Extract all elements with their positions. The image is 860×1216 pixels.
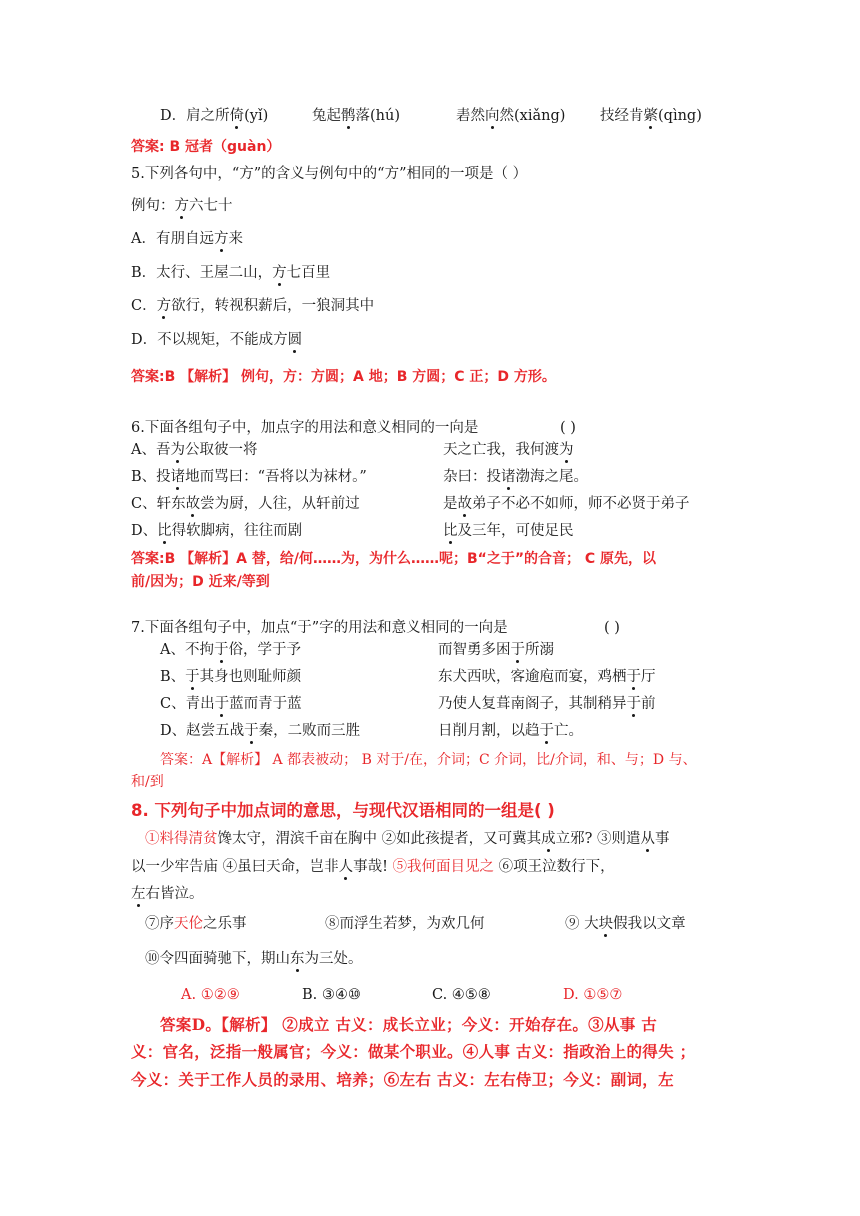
text: 天之亡我，我何渡 <box>443 442 559 458</box>
q4-option-d <box>160 106 268 126</box>
text: 是 <box>443 496 458 512</box>
highlight-text: 天伦 <box>174 916 203 932</box>
pinyin: (yǐ) <box>244 108 269 124</box>
q8-line5 <box>145 949 363 969</box>
text: 其身也则耻师颜 <box>199 669 302 685</box>
q5-option-d <box>131 330 302 350</box>
text: D、 <box>131 523 158 539</box>
dotted-char: 圆 <box>287 332 303 348</box>
text: C、轩东 <box>131 496 186 512</box>
q8-line3 <box>131 884 204 904</box>
text: B．太行、王屋二山， <box>131 265 273 281</box>
text: C． <box>131 298 157 314</box>
text: 立邪? ③则遣 <box>555 831 641 847</box>
text: 例句： <box>131 198 175 214</box>
q8-answer-line2: 义：官名，泛指一般属官；今义：做某个职业。④人事 古义：指政治上的得失 ； <box>131 1042 696 1061</box>
q4-option-d-d <box>600 106 702 126</box>
q5-example <box>131 196 233 216</box>
text: 公取彼一将 <box>184 442 258 458</box>
q7-answer-line1: 答案：A【解析】 A 都表被动； B 对于/在，介词；C 介词，比/介词，和、与；D 与、 <box>160 752 697 768</box>
text: 事 <box>655 831 670 847</box>
dotted-char: 左 <box>131 886 146 902</box>
text: 以一少牢告庙 ④虽曰天命，岂非 <box>131 859 339 875</box>
q7-row-a-right <box>438 640 554 660</box>
q5-option-b <box>131 263 330 283</box>
text: D、赵尝五战 <box>160 723 245 739</box>
text: 秦，二败而三胜 <box>258 723 361 739</box>
text: 而智勇多困 <box>438 642 511 658</box>
dotted-char: 方 <box>272 265 287 281</box>
text: 乃使人复葺南阁子，其制稍异 <box>438 696 627 712</box>
dotted-char: 于 <box>539 723 554 739</box>
text: ⑥项王泣数行下， <box>494 859 615 875</box>
text: 日削月割，以趋 <box>438 723 540 739</box>
text: 欲行，转视积薪后，一狼洞其中 <box>171 298 375 314</box>
dotted-char: 于 <box>244 723 259 739</box>
dotted-char: 故 <box>185 496 201 512</box>
text: 蓝而青于蓝 <box>229 696 302 712</box>
text: 弟子不必不如师，师不必贤于弟子 <box>472 496 690 512</box>
q5-answer: 答案:B 【解析】 例句，方：方圆；A 地；B 方圆；C 正；D 方形。 <box>131 369 556 385</box>
text: 所溺 <box>525 642 554 658</box>
dotted-char: 为 <box>559 442 574 458</box>
q8-option-b: B. ③④⑩ <box>302 987 361 1003</box>
q8-answer-line1: 答案D。【解析】 ②成立 古义：成长立业；今义：开始存在。③从事 古 <box>160 1015 658 1034</box>
q8-option-d: D. ①⑤⑦ <box>563 987 623 1003</box>
q4-option-d-c <box>456 106 565 126</box>
q7-row-b-left <box>160 667 301 687</box>
text: 得软脚病，往往而剧 <box>171 523 303 539</box>
q8-line4-right <box>565 914 686 934</box>
text: ①料得清贫 <box>145 831 218 847</box>
q8-option-a: A. ①②⑨ <box>181 987 240 1003</box>
pinyin: (xiǎng) <box>514 108 566 124</box>
dotted-char: 故 <box>457 496 472 512</box>
text: 及三年，可使足民 <box>457 523 574 539</box>
text: 然 <box>499 108 514 124</box>
q8-title: 8. 下列句子中加点词的意思，与现代汉语相同的一组是( ) <box>131 801 555 820</box>
q6-stem: 6.下面各组句子中，加点字的用法和意义相同的一向是 <box>131 420 479 436</box>
dotted-char: 向 <box>485 108 500 124</box>
text: 地而骂曰：“吾将以为袜材。” <box>185 469 367 485</box>
text: 砉然 <box>456 108 485 124</box>
q6-row-b-left <box>131 467 367 487</box>
q7-stem: 7.下面各组句子中，加点“于”字的用法和意义相同的一向是 <box>131 620 508 636</box>
text: 假我以文章 <box>613 916 686 932</box>
dotted-char: 于 <box>213 642 229 658</box>
dotted-char: 倚 <box>229 108 245 124</box>
text: 七百里 <box>286 265 331 281</box>
q7-row-b-right <box>438 667 656 687</box>
text: 为三处。 <box>304 951 363 967</box>
q5-option-c <box>131 296 374 316</box>
q6-answer-line1: 答案:B 【解析】A 替，给/何……为，为什么……呢；B“之于”的合音； C 原先，以 <box>131 551 657 567</box>
text: D．不以规矩，不能成方 <box>131 332 288 348</box>
text: 厅 <box>641 669 656 685</box>
q8-line2 <box>131 857 615 877</box>
pinyin: (hú) <box>370 108 400 124</box>
dotted-char: 鹘 <box>341 108 356 124</box>
dotted-char: 从 <box>640 831 655 847</box>
dotted-char: 比 <box>443 523 458 539</box>
pinyin: (qìng) <box>658 108 702 124</box>
q7-row-d-right <box>438 721 583 741</box>
text: 兔起 <box>312 108 341 124</box>
text: C、青出 <box>160 696 215 712</box>
text: ⑨ 大 <box>565 916 599 932</box>
text: B、投 <box>131 469 171 485</box>
text: 尝为厨，人往，从轩前过 <box>200 496 360 512</box>
q6-row-c-right <box>443 494 690 514</box>
q8-option-c: C. ④⑤⑧ <box>432 987 491 1003</box>
text: 事哉! <box>353 859 393 875</box>
q6-answer-line2: 前/因为；D 近来/等到 <box>131 574 270 590</box>
text: 杂曰：投 <box>443 469 501 485</box>
text: 东犬西吠，客逾庖而宴，鸡栖 <box>438 669 627 685</box>
dotted-char: 东 <box>290 951 305 967</box>
dotted-char: 于 <box>510 642 525 658</box>
q6-row-b-right <box>443 467 588 487</box>
text: A、吾 <box>131 442 171 458</box>
q6-row-c-left <box>131 494 360 514</box>
highlight-text: ⑤我何面目见之 <box>392 859 495 875</box>
q7-row-d-left <box>160 721 360 741</box>
text: 来 <box>228 231 243 247</box>
dotted-char: 成 <box>541 831 556 847</box>
text: 技经肯 <box>600 108 644 124</box>
dotted-char: 于 <box>626 669 641 685</box>
text: ⑩令四面骑驰下，期山 <box>145 951 290 967</box>
text: 之乐事 <box>203 916 247 932</box>
text: 俗，学于予 <box>228 642 301 658</box>
text: 渤海之尾。 <box>515 469 588 485</box>
text: A．有朋自远 <box>131 231 214 247</box>
q7-row-a-left <box>160 640 301 660</box>
q6-row-d-right <box>443 521 574 541</box>
text: 亡。 <box>554 723 583 739</box>
text: ⑦序 <box>145 916 174 932</box>
q8-line1 <box>145 829 670 849</box>
q7-row-c-right <box>438 694 656 714</box>
q8-line4-mid: ⑧而浮生若梦，为欢几何 <box>325 916 485 932</box>
q6-row-a-right <box>443 440 574 460</box>
q4-option-d-b <box>312 106 400 126</box>
dotted-char: 诸 <box>170 469 186 485</box>
q5-option-a <box>131 229 243 249</box>
option-label: D． <box>160 108 187 124</box>
dotted-char: 块 <box>598 916 614 932</box>
dotted-char: 于 <box>214 696 230 712</box>
text: 肩之所 <box>186 108 230 124</box>
text: B、 <box>160 669 186 685</box>
dotted-char: 诸 <box>501 469 516 485</box>
text: 右皆泣。 <box>145 886 204 902</box>
dotted-char: 于 <box>185 669 200 685</box>
dotted-char: 方 <box>156 298 172 314</box>
dotted-char: 比 <box>157 523 172 539</box>
dotted-char: 于 <box>626 696 641 712</box>
dotted-char: 为 <box>170 442 185 458</box>
dotted-char: 方 <box>213 231 229 247</box>
text: 落 <box>355 108 370 124</box>
highlight-text <box>145 831 218 847</box>
q4-answer: 答案: B 冠者（guàn） <box>131 139 281 155</box>
q8-answer-line3: 今义：关于工作人员的录用、培养；⑥左右 古义：左右侍卫；今义：副词，左 <box>131 1070 674 1089</box>
q5-stem: 5.下列各句中，“方”的含义与例句中的“方”相同的一项是（ ） <box>131 166 528 182</box>
q6-row-a-left <box>131 440 257 460</box>
text: A、不拘 <box>160 642 214 658</box>
dotted-char: 綮 <box>643 108 658 124</box>
q6-row-d-left <box>131 521 302 541</box>
q7-paren: ( ) <box>604 620 620 636</box>
text: 六七十 <box>189 198 233 214</box>
dotted-char: 人 <box>338 859 354 875</box>
text: 前 <box>641 696 656 712</box>
q8-line4 <box>145 914 247 934</box>
q6-paren: ( ) <box>560 420 576 436</box>
dotted-char: 方 <box>174 198 189 214</box>
text: 馋太守，渭滨千亩在胸中 ②如此孩提者，又可冀其 <box>217 831 542 847</box>
q7-row-c-left <box>160 694 302 714</box>
q7-answer-line2: 和/到 <box>131 774 164 790</box>
